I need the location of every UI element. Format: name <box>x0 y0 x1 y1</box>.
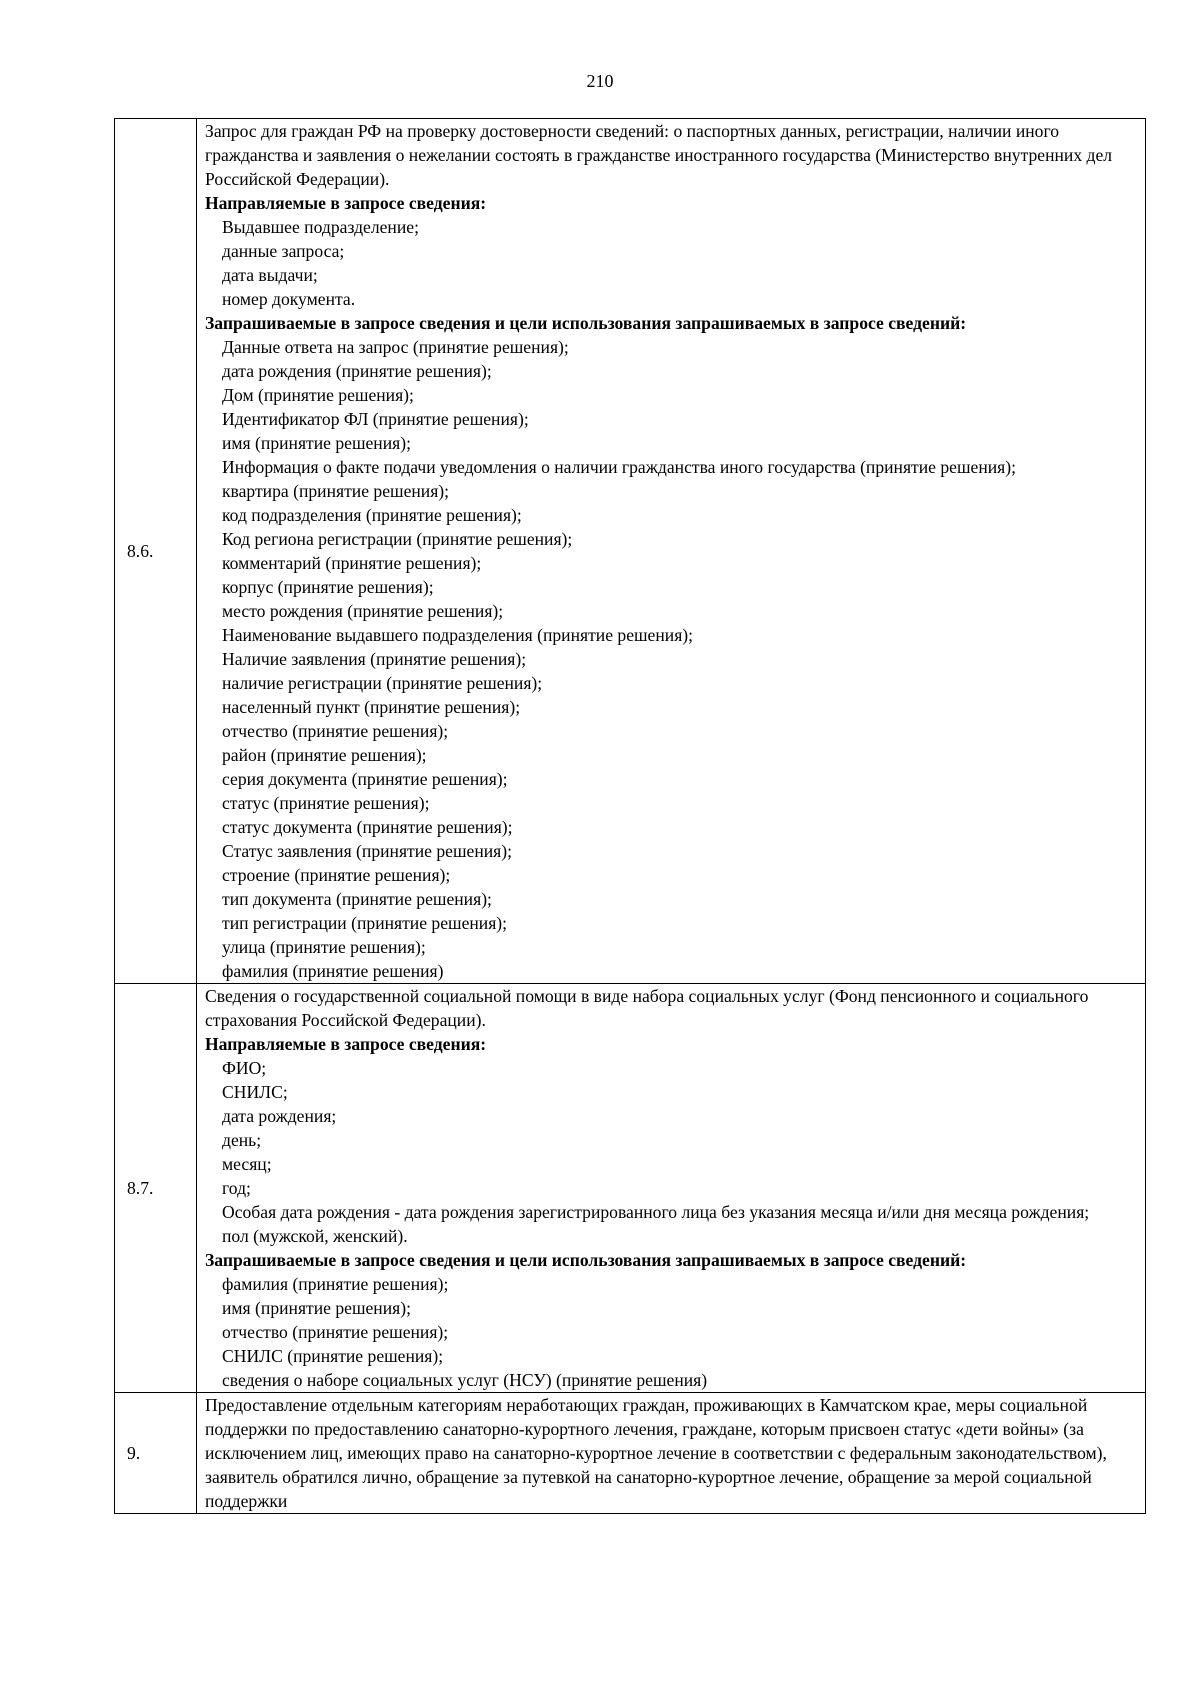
table-row <box>115 119 1146 984</box>
table-row <box>115 984 1146 1393</box>
list-item: Информация о факте подачи уведомления о наличии гражданства иного государства (принятие решения); <box>222 457 1017 477</box>
row-content <box>197 1393 1146 1514</box>
list-item: Наличие заявления (принятие решения); <box>222 649 527 669</box>
list-item: Код региона регистрации (принятие решения); <box>222 529 573 549</box>
list-item: СНИЛС; <box>222 1082 288 1102</box>
list-item: отчество (принятие решения); <box>222 1322 449 1342</box>
list-item: статус (принятие решения); <box>222 793 430 813</box>
row-content <box>197 119 1146 984</box>
list-item: СНИЛС (принятие решения); <box>222 1346 444 1366</box>
page-number: 210 <box>586 71 614 91</box>
list-item: улица (принятие решения); <box>222 937 426 957</box>
list-item: наличие регистрации (принятие решения); <box>222 673 543 693</box>
list-item: место рождения (принятие решения); <box>222 601 504 621</box>
list-item: имя (принятие решения); <box>222 433 411 453</box>
list-item: Наименование выдавшего подразделения (принятие решения); <box>222 625 694 645</box>
list-item: фамилия (принятие решения); <box>222 1274 449 1294</box>
list-item: год; <box>222 1178 251 1198</box>
row-number: 8.6. <box>115 119 197 984</box>
list-item: ФИО; <box>222 1058 267 1078</box>
list-item: статус документа (принятие решения); <box>222 817 513 837</box>
request-description: Запрос для граждан РФ на проверку достоверности сведений: о паспортных данных, регистрации, наличии иного гражданства и заявления о нежелании состоять в гражданстве иностранного государства (Министерство внутренних дел Российской Федерации). <box>205 121 1113 189</box>
list-item: дата рождения; <box>222 1106 337 1126</box>
requested-data-heading: Запрашиваемые в запросе сведения и цели использования запрашиваемых в запросе сведений: <box>205 1250 967 1270</box>
list-item: пол (мужской, женский). <box>222 1226 408 1246</box>
list-item: серия документа (принятие решения); <box>222 769 508 789</box>
list-item: Дом (принятие решения); <box>222 385 414 405</box>
list-item: день; <box>222 1130 262 1150</box>
list-item: Особая дата рождения - дата рождения зарегистрированного лица без указания месяца и/или дня месяца рождения; <box>222 1202 1090 1222</box>
requested-data-heading: Запрашиваемые в запросе сведения и цели использования запрашиваемых в запросе сведений: <box>205 313 967 333</box>
list-item: данные запроса; <box>222 241 345 261</box>
list-item: комментарий (принятие решения); <box>222 553 482 573</box>
service-description: Предоставление отдельным категориям неработающих граждан, проживающих в Камчатском крае, меры социальной поддержки по предоставлению санаторно-курортного лечения, граждане, которым присвоен статус «дети войны» (за исключением лиц, имеющих право на санаторно-курортное лечение в соответствии с федеральным законодательством), заявитель обратился лично, обращение за путевкой на санаторно-курортное лечение, обращение за мерой социальной поддержки <box>205 1395 1107 1511</box>
services-table <box>114 118 1146 1514</box>
row-content <box>197 984 1146 1393</box>
list-item: Данные ответа на запрос (принятие решения); <box>222 337 569 357</box>
list-item: фамилия (принятие решения) <box>222 961 444 981</box>
list-item: корпус (принятие решения); <box>222 577 434 597</box>
list-item: месяц; <box>222 1154 272 1174</box>
list-item: код подразделения (принятие решения); <box>222 505 522 525</box>
sent-data-heading: Направляемые в запросе сведения: <box>205 193 487 213</box>
list-item: населенный пункт (принятие решения); <box>222 697 521 717</box>
list-item: Идентификатор ФЛ (принятие решения); <box>222 409 529 429</box>
list-item: квартира (принятие решения); <box>222 481 450 501</box>
list-item: номер документа. <box>222 289 356 309</box>
list-item: имя (принятие решения); <box>222 1298 411 1318</box>
list-item: Статус заявления (принятие решения); <box>222 841 512 861</box>
list-item: дата выдачи; <box>222 265 318 285</box>
request-description: Сведения о государственной социальной помощи в виде набора социальных услуг (Фонд пенсионного и социального страхования Российской Федерации). <box>205 986 1089 1030</box>
list-item: тип регистрации (принятие решения); <box>222 913 508 933</box>
list-item: район (принятие решения); <box>222 745 427 765</box>
row-number: 9. <box>115 1393 197 1514</box>
table-row <box>115 1393 1146 1514</box>
list-item: отчество (принятие решения); <box>222 721 449 741</box>
list-item: Выдавшее подразделение; <box>222 217 419 237</box>
list-item: строение (принятие решения); <box>222 865 451 885</box>
list-item: дата рождения (принятие решения); <box>222 361 492 381</box>
sent-data-heading: Направляемые в запросе сведения: <box>205 1034 487 1054</box>
row-number: 8.7. <box>115 984 197 1393</box>
list-item: тип документа (принятие решения); <box>222 889 492 909</box>
list-item: сведения о наборе социальных услуг (НСУ) (принятие решения) <box>222 1370 708 1390</box>
